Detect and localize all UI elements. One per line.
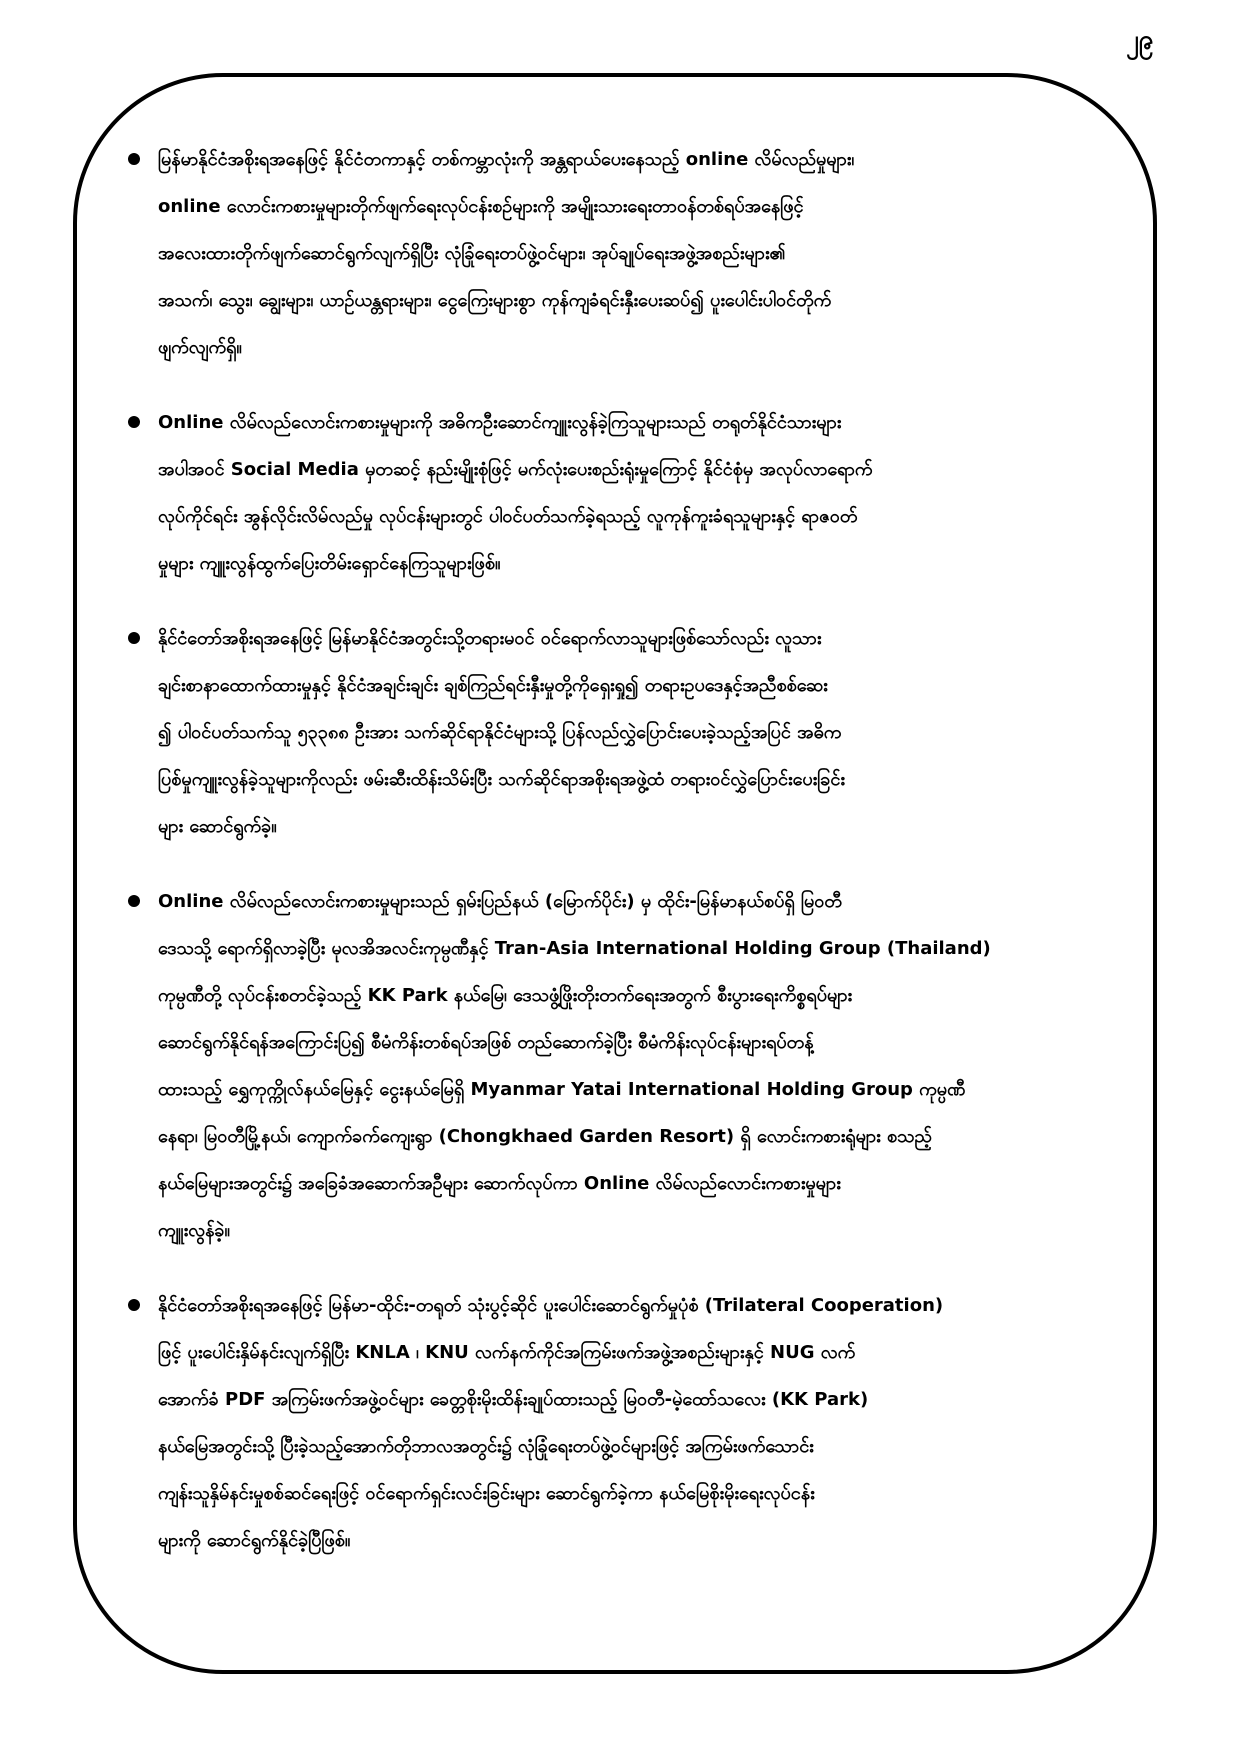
paragraph-line: ကျန်းသူနှိမ်နင်းမှုစစ်ဆင်ရေးဖြင့် ဝင်ရောက်ရှင်းလင်းခြင်းများ ဆောင်ရွက်ခဲ့ကာ နယ်မြေစိုးမိုးရေးလုပ်ငန်း [158, 1483, 815, 1504]
paragraph-line: အသက်၊ သွေး၊ ချွေးများ၊ ယာဉ်ယန္တရားများ၊ ငွေကြေးများစွာ ကုန်ကျခံရင်းနှီးပေးဆပ်၍ ပူးပေါင်းပါဝင်တိုက် [158, 290, 832, 311]
paragraph-line: မြန်မာနိုင်ငံအစိုးရအနေဖြင့် နိုင်ငံတကာနှင့် တစ်ကမ္ဘာလုံးကို အန္တရာယ်ပေးနေသည့် online လိမ်လည်မှုများ၊ [158, 149, 855, 170]
paragraph-line: များ ဆောင်ရွက်ခဲ့။ [158, 816, 277, 837]
paragraph-line: မှုများ ကျူးလွန်ထွက်ပြေးတိမ်းရှောင်နေကြသူများဖြစ်။ [158, 553, 501, 574]
paragraph-line: Online လိမ်လည်လောင်းကစားမှုများသည် ရှမ်းပြည်နယ် (မြောက်ပိုင်း) မှ ထိုင်း-မြန်မာနယ်စပ်ရှိ မြဝတီ [158, 891, 842, 912]
document-body [128, 136, 1118, 1592]
paragraph-line: ချင်းစာနာထောက်ထားမှုနှင့် နိုင်ငံအချင်းချင်း ချစ်ကြည်ရင်းနှီးမှုတို့ကိုရှေးရှု၍ တရားဥပဒေနှင့်အညီစစ်ဆေး [158, 675, 828, 696]
paragraph-line: online လောင်းကစားမှုများတိုက်ဖျက်ရေးလုပ်ငန်းစဉ်များကို အမျိုးသားရေးတာဝန်တစ်ရပ်အနေဖြင့် [158, 196, 804, 217]
paragraph-line: လုပ်ကိုင်ရင်း အွန်လိုင်းလိမ်လည်မှု လုပ်ငန်းများတွင် ပါဝင်ပတ်သက်ခဲ့ရသည့် လူကုန်ကူးခံရသူများနှင့် ရာဇဝတ် [158, 506, 858, 527]
paragraph-line: ဆောင်ရွက်နိုင်ရန်အကြောင်းပြ၍ စီမံကိန်းတစ်ရပ်အဖြစ် တည်ဆောက်ခဲ့ပြီး စီမံကိန်းလုပ်ငန်းများရပ်တန့် [158, 1032, 814, 1053]
paragraph-line: ပြစ်မှုကျူးလွန်ခဲ့သူများကိုလည်း ဖမ်းဆီးထိန်းသိမ်းပြီး သက်ဆိုင်ရာအစိုးရအဖွဲ့ထံ တရားဝင်လွှဲပြောင်းပေးခြင်း [158, 769, 845, 790]
paragraph-line: နယ်မြေအတွင်းသို့ ပြီးခဲ့သည့်အောက်တိုဘာလအတွင်း၌ လုံခြုံရေးတပ်ဖွဲ့ဝင်များဖြင့် အကြမ်းဖက်သောင်း [158, 1436, 814, 1457]
paragraph-line: အပါအဝင် Social Media မှတဆင့် နည်းမျိုးစုံဖြင့် မက်လုံးပေးစည်းရုံးမှုကြောင့် နိုင်ငံစုံမှ အလုပ်လာရောက် [158, 459, 873, 480]
bullet-paragraph-4 [128, 878, 1118, 1254]
page-number: ၂၉ [1126, 25, 1154, 55]
paragraph-line: Online လိမ်လည်လောင်းကစားမှုများကို အဓိကဦးဆောင်ကျူးလွန်ခဲ့ကြသူများသည် တရုတ်နိုင်ငံသားများ [158, 412, 842, 433]
bullet-icon [128, 632, 140, 644]
paragraph-line: ကုမ္ပဏီတို့ လုပ်ငန်းစတင်ခဲ့သည့် KK Park နယ်မြေ၊ ဒေသဖွံ့ဖြိုးတိုးတက်ရေးအတွက် စီးပွားရေးကိစ္စရပ်များ [158, 985, 853, 1006]
paragraph-line: ဒေသသို့ ရောက်ရှိလာခဲ့ပြီး မုလအိအလင်းကုမ္ပဏီနှင့် Tran-Asia International Holding Group (Thailand) [158, 938, 991, 959]
paragraph-line: နိုင်ငံတော်အစိုးရအနေဖြင့် မြန်မာနိုင်ငံအတွင်းသို့တရားမဝင် ဝင်ရောက်လာသူများဖြစ်သော်လည်း လူသား [158, 628, 822, 649]
bullet-paragraph-1 [128, 136, 1118, 371]
paragraph-line: ဖျက်လျက်ရှိ။ [158, 337, 242, 358]
paragraph-line: ၍ ပါဝင်ပတ်သက်သူ ၅၃၃၈၈ ဦးအား သက်ဆိုင်ရာနိုင်ငံများသို့ ပြန်လည်လွှဲပြောင်းပေးခဲ့သည့်အပြင် အဓိက [158, 722, 842, 743]
paragraph-line: အောက်ခံ PDF အကြမ်းဖက်အဖွဲ့ဝင်များ ခေတ္တစိုးမိုးထိန်းချုပ်ထားသည့် မြဝတီ-မဲ့ထော်သလေး (KK Park) [158, 1389, 869, 1410]
bullet-paragraph-2 [128, 399, 1118, 587]
paragraph-line: အလေးထားတိုက်ဖျက်ဆောင်ရွက်လျက်ရှိပြီး လုံခြုံရေးတပ်ဖွဲ့ဝင်များ၊ အုပ်ချုပ်ရေးအဖွဲ့အစည်းများ၏ [158, 243, 786, 264]
bullet-icon [128, 1299, 140, 1311]
bullet-icon [128, 895, 140, 907]
paragraph-line: နယ်မြေများအတွင်း၌ အခြေခံအဆောက်အဦများ ဆောက်လုပ်ကာ Online လိမ်လည်လောင်းကစားမှုများ [158, 1173, 841, 1194]
paragraph-line: ထားသည့် ရွှေကုက္ကိုလ်နယ်မြေနှင့် ငွေးနယ်မြေရှိ Myanmar Yatai International Holding Group ကုမ္ပဏီ [158, 1079, 966, 1100]
bullet-paragraph-5 [128, 1282, 1118, 1564]
paragraph-line: ဖြင့် ပူးပေါင်းနှိမ်နင်းလျက်ရှိပြီး KNLA ၊ KNU လက်နက်ကိုင်အကြမ်းဖက်အဖွဲ့အစည်းများနှင့် NUG လက် [158, 1342, 856, 1363]
paragraph-line: များကို ဆောင်ရွက်နိုင်ခဲ့ပြီဖြစ်။ [158, 1530, 351, 1551]
paragraph-line: ကျူးလွန်ခဲ့။ [158, 1220, 230, 1241]
bullet-icon [128, 416, 140, 428]
paragraph-line: နိုင်ငံတော်အစိုးရအနေဖြင့် မြန်မာ-ထိုင်း-တရုတ် သုံးပွင့်ဆိုင် ပူးပေါင်းဆောင်ရွက်မှုပုံစံ (Trilateral Cooperation) [158, 1295, 944, 1316]
bullet-icon [128, 153, 140, 165]
paragraph-line: နေရာ၊ မြဝတီမြို့နယ်၊ ကျောက်ခက်ကျေးရွာ (Chongkhaed Garden Resort) ရှိ လောင်းကစားရုံများ စသည့် [158, 1126, 932, 1147]
bullet-paragraph-3 [128, 615, 1118, 850]
